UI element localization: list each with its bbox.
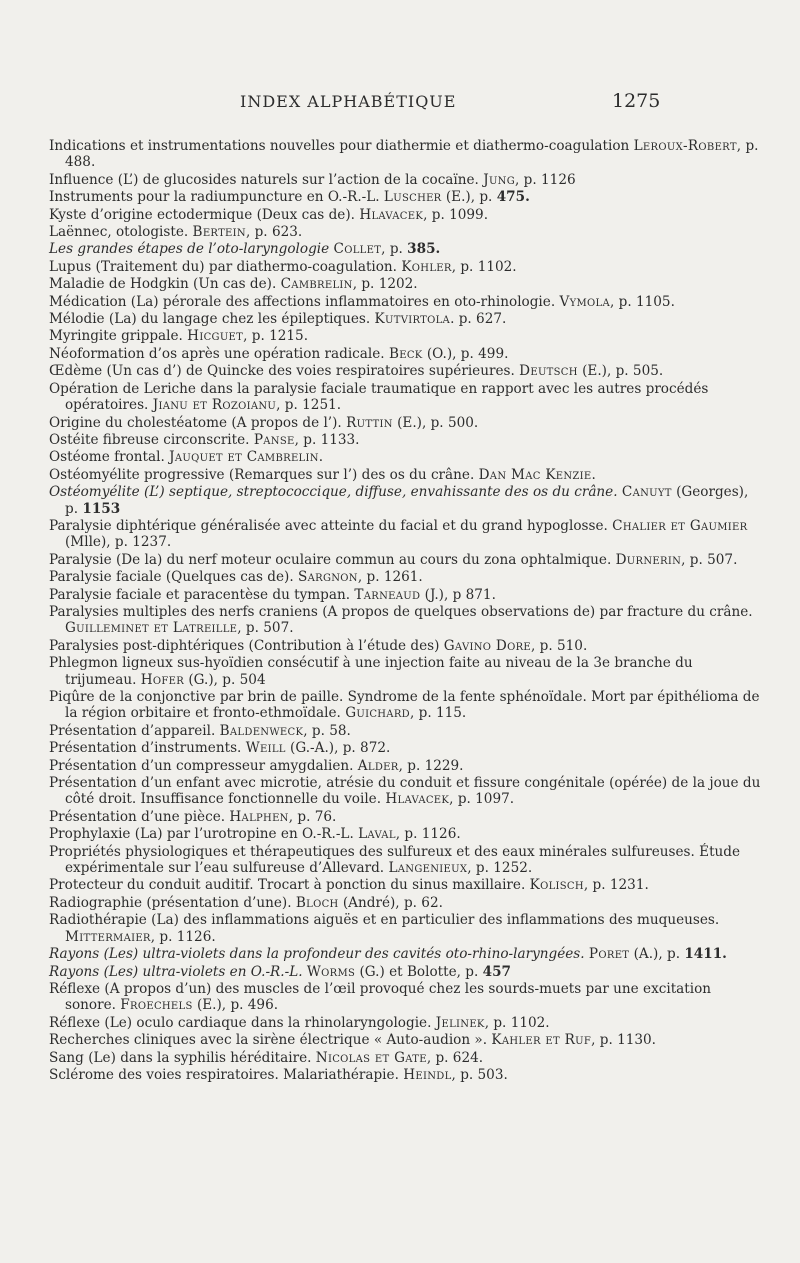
entry-author: Froechels: [120, 997, 193, 1014]
entry-page-bold: 1153: [82, 500, 121, 517]
entry-title: Protecteur du conduit auditif. Trocart à ponction du sinus maxillaire.: [49, 877, 530, 894]
entry-author: Guilleminet et Latreille: [65, 620, 238, 637]
entry-reference: , p. 1126.: [395, 826, 461, 843]
index-entry: [49, 723, 761, 739]
entry-reference: , p. 1215.: [243, 328, 309, 345]
entry-author: Laval: [358, 826, 396, 843]
entry-author: Weill: [245, 740, 286, 757]
entry-reference: , p. 1105.: [610, 293, 675, 310]
entry-author: Jelinek: [435, 1014, 485, 1031]
entry-reference: , p. 623.: [245, 224, 303, 241]
entry-reference: .: [591, 466, 596, 483]
entry-reference: .: [318, 449, 324, 466]
index-entry: [49, 276, 761, 292]
entry-reference: , p. 1102.: [484, 1014, 550, 1031]
entry-reference: , p. 507.: [681, 551, 738, 568]
index-entry: [49, 689, 761, 722]
entry-title: Réflexe (A propos d’un) des muscles de l’œil provoqué chez les sourds-muets par une excitation sonore.: [49, 980, 712, 1014]
entry-title: Ostéome frontal.: [49, 449, 170, 466]
entry-reference: , p. 1251.: [276, 397, 342, 414]
entry-title: Indications et instrumentations nouvelles pour diathermie et diathermo-coagulation: [49, 138, 634, 154]
entry-author: Luscher: [383, 189, 442, 206]
entry-title: Ostéomyélite progressive (Remarques sur l’) des os du crâne.: [49, 466, 479, 483]
entry-author: Sargnon: [297, 569, 358, 586]
index-entry: [49, 569, 761, 585]
entry-title: Influence (L’) de glucosides naturels sur l’action de la cocaïne.: [49, 171, 484, 188]
entry-title: Paralysies post-diphtériques (Contribution à l’étude des): [49, 637, 444, 654]
index-entry: [49, 1050, 761, 1066]
entry-author: Kutvirtola: [374, 311, 451, 328]
entry-reference: , p. 503.: [451, 1066, 508, 1083]
entry-reference: , p. 1261.: [357, 569, 423, 586]
entry-title: Mélodie (La) du langage chez les épileptiques.: [49, 311, 375, 328]
entry-author: Dan Mac Kenzie: [478, 466, 592, 483]
index-entry: [49, 638, 761, 654]
entry-title: Piqûre de la conjonctive par brin de paille. Syndrome de la fente sphénoïdale. Mort par épithélioma de la région orbitaire et fronto-ethmoïdale.: [49, 689, 760, 722]
entry-title: Œdème (Un cas d’) de Quincke des voies respiratoires supérieures.: [49, 363, 520, 380]
entry-author: Halphen: [229, 808, 289, 825]
index-entry: [49, 172, 761, 188]
entry-reference: , p. 1097.: [449, 791, 515, 808]
entry-title: Ostéomyélite (L’) septique, streptococcique, diffuse, envahissante des os du crâne.: [49, 484, 622, 501]
entry-author: Cambrelin: [280, 276, 353, 293]
entry-reference: , p. 507.: [237, 620, 294, 637]
entry-author: Tarneaud: [354, 586, 421, 603]
entry-author: Heindl: [403, 1066, 452, 1083]
entry-author: Canuyt: [621, 484, 672, 501]
entry-author: Jung: [483, 171, 516, 188]
index-entry: [49, 809, 761, 825]
index-entry: [49, 775, 761, 808]
entry-title: Présentation d’un compresseur amygdalien.: [49, 757, 358, 774]
entry-page-bold: 385.: [407, 241, 441, 258]
index-entry: [49, 826, 761, 842]
entry-reference: , p. 624.: [426, 1049, 484, 1066]
index-entry: [49, 363, 761, 379]
entry-reference: , p. 1252.: [467, 860, 533, 877]
entry-reference: , p. 115.: [409, 705, 467, 722]
entry-title: Paralysie (De la) du nerf moteur oculaire commun au cours du zona ophtalmique.: [49, 551, 616, 568]
entry-reference: (G.) et Bolotte, p.: [355, 963, 483, 980]
entry-title: Myringite grippale.: [49, 328, 188, 345]
entry-reference: , p. 1229.: [398, 757, 464, 774]
index-entry: [49, 740, 761, 756]
entry-author: Ruttin: [346, 414, 393, 431]
index-entry: [49, 346, 761, 362]
entry-reference: (A.), p.: [629, 946, 685, 963]
entry-page-bold: 457: [482, 963, 511, 980]
index-entry: [49, 655, 761, 688]
index-entry: [49, 328, 761, 344]
entry-author: Poret: [588, 946, 630, 963]
entry-title: Les grandes étapes de l’oto-laryngologie: [49, 241, 334, 258]
index-entry: [49, 189, 761, 205]
entry-title: Médication (La) pérorale des affections inflammatoires en oto-rhinologie.: [49, 293, 560, 310]
entry-title: Phlegmon ligneux sus-hyoïdien consécutif à une injection faite au niveau de la 3e branche du trijumeau.: [49, 655, 693, 688]
entry-page-bold: 1411.: [684, 946, 727, 963]
index-entry: [49, 552, 761, 568]
entry-author: Vymola: [559, 293, 610, 310]
entry-reference: , p.: [381, 241, 408, 258]
entry-author: Gavino Dore: [443, 637, 532, 654]
index-entry: [49, 1015, 761, 1031]
entry-reference: , p. 1231.: [583, 877, 649, 894]
index-entry: [49, 259, 761, 275]
index-entry: [49, 449, 761, 465]
entry-reference: . p. 627.: [450, 311, 507, 328]
entry-title: Radiothérapie (La) des inflammations aiguës et en particulier des inflammations des muqueuses.: [49, 912, 720, 929]
entry-reference: (G.-A.), p. 872.: [285, 740, 391, 757]
index-entry: [49, 381, 761, 414]
entry-author: Nicolas et Gate: [315, 1049, 427, 1066]
entry-reference: (E.), p. 505.: [577, 363, 664, 380]
entry-title: Paralysies multiples des nerfs craniens (A propos de quelques observations de) par fracture du crâne.: [49, 603, 753, 620]
entry-author: Hofer: [140, 671, 185, 688]
entry-reference: (E.), p.: [441, 189, 497, 206]
entry-reference: (Georges), p.: [65, 484, 749, 517]
entry-author: Mittermaier: [65, 928, 151, 945]
index-entry: [49, 964, 761, 980]
index-entry: [49, 1032, 761, 1048]
entry-author: Jauquet et Cambrelin: [169, 449, 319, 466]
entry-title: Rayons (Les) ultra-violets en O.-R.-L.: [49, 963, 307, 980]
index-entry: [49, 241, 761, 257]
entry-author: Guichard: [345, 705, 410, 722]
index-entry: [49, 415, 761, 431]
entry-author: Kolisch: [529, 877, 584, 894]
index-entry: [49, 311, 761, 327]
entry-author: Collet: [333, 241, 382, 258]
entry-reference: , p. 510.: [531, 637, 588, 654]
entry-title: Maladie de Hodgkin (Un cas de).: [49, 276, 281, 293]
index-entry: [49, 912, 761, 945]
entry-title: Lupus (Traitement du) par diathermo-coagulation.: [49, 258, 402, 275]
entry-reference: , p. 1126.: [150, 928, 216, 945]
entry-title: Laënnec, otologiste.: [49, 224, 193, 241]
index-entry: [49, 604, 761, 637]
entry-author: Deutsch: [519, 363, 578, 380]
entry-reference: (G.), p. 504: [184, 671, 266, 688]
entry-title: Sang (Le) dans la syphilis héréditaire.: [49, 1049, 316, 1066]
index-entry: [49, 467, 761, 483]
index-entry: [49, 844, 761, 877]
index-entry: [49, 1067, 761, 1083]
entry-title: Paralysie faciale et paracentèse du tympan.: [49, 586, 355, 603]
index-entry: [49, 518, 761, 551]
entry-title: Présentation d’appareil.: [49, 722, 220, 739]
entry-reference: , p. 1102.: [451, 258, 517, 275]
entry-reference: , p. 1133.: [294, 431, 360, 448]
index-entry: [49, 895, 761, 911]
entry-title: Propriétés physiologiques et thérapeutiques des sulfureux et des eaux minérales sulfureuses. Étude expérimentale sur l’eau sulfureuse d’Allevard.: [49, 843, 741, 877]
entry-author: Langenieux: [388, 860, 468, 877]
index-entry: [49, 587, 761, 603]
entry-author: Alder: [357, 757, 399, 774]
entry-reference: (Mlle), p. 1237.: [65, 534, 172, 551]
entry-title: Rayons (Les) ultra-violets dans la profondeur des cavités oto-rhino-laryngées.: [49, 946, 589, 963]
index-entry: [49, 224, 761, 240]
entry-author: Beck: [388, 345, 423, 362]
running-head: INDEX ALPHABÉTIQUE: [240, 92, 457, 111]
entry-page-bold: 475.: [496, 189, 530, 206]
index-entry: [49, 484, 761, 517]
entry-reference: , p. 1099.: [423, 206, 489, 223]
entry-author: Baldenweck: [219, 722, 304, 739]
entry-title: Présentation d’une pièce.: [49, 808, 230, 825]
index-entries: [49, 138, 761, 1084]
entry-title: Présentation d’instruments.: [49, 740, 246, 757]
entry-reference: (E.), p. 496.: [192, 997, 279, 1014]
entry-reference: (André), p. 62.: [338, 894, 443, 911]
index-entry: [49, 432, 761, 448]
entry-author: Worms: [306, 963, 356, 980]
index-entry: [49, 758, 761, 774]
entry-reference: (O.), p. 499.: [422, 345, 509, 362]
entry-title: Kyste d’origine ectodermique (Deux cas de).: [49, 206, 360, 223]
entry-title: Présentation d’un enfant avec microtie, atrésie du conduit et fissure congénitale (opérée) de la joue du côté droit. Insuffisance fonctionnelle du voile.: [49, 775, 761, 808]
entry-reference: , p. 488.: [65, 138, 759, 171]
entry-author: Jianu et Rozoianu: [152, 397, 277, 414]
entry-title: Recherches cliniques avec la sirène électrique « Auto-audion ».: [49, 1032, 492, 1049]
entry-title: Origine du cholestéatome (A propos de l’).: [49, 414, 347, 431]
entry-author: Hlavacek: [385, 791, 450, 808]
entry-author: Panse: [253, 431, 295, 448]
entry-author: Leroux-Robert: [633, 138, 737, 154]
entry-author: Kahler et Ruf: [491, 1032, 592, 1049]
index-entry: [49, 877, 761, 893]
entry-author: Hlavacek: [359, 206, 424, 223]
entry-reference: , p. 1130.: [591, 1032, 656, 1049]
entry-title: Opération de Leriche dans la paralysie faciale traumatique en rapport avec les autres procédés opératoires.: [49, 380, 709, 414]
entry-reference: (E.), p. 500.: [392, 414, 479, 431]
entry-title: Paralysie diphtérique généralisée avec atteinte du facial et du grand hypoglosse.: [49, 517, 613, 534]
entry-reference: , p. 58.: [303, 722, 351, 739]
entry-title: Sclérome des voies respiratoires. Malariathérapie.: [49, 1066, 404, 1083]
entry-title: Ostéite fibreuse circonscrite.: [49, 431, 254, 448]
page-number: 1275: [612, 90, 661, 112]
index-entry: [49, 946, 761, 962]
entry-title: Prophylaxie (La) par l’urotropine en O.-R.-L.: [49, 826, 359, 843]
entry-title: Paralysie faciale (Quelques cas de).: [49, 569, 298, 586]
entry-title: Néoformation d’os après une opération radicale.: [49, 345, 389, 362]
entry-title: Radiographie (présentation d’une).: [49, 894, 296, 911]
entry-author: Kohler: [401, 258, 452, 275]
entry-author: Chalier et Gaumier: [612, 517, 748, 534]
entry-reference: , p. 76.: [288, 808, 337, 825]
index-entry: [49, 294, 761, 310]
index-entry: [49, 138, 761, 171]
index-entry: [49, 207, 761, 223]
entry-author: Durnerin: [615, 551, 682, 568]
index-entry: [49, 981, 761, 1014]
entry-reference: , p. 1126: [515, 171, 576, 188]
entry-title: Réflexe (Le) oculo cardiaque dans la rhinolaryngologie.: [49, 1014, 436, 1031]
entry-author: Bertein: [192, 224, 246, 241]
entry-title: Instruments pour la radiumpuncture en O.-R.-L.: [49, 189, 384, 206]
entry-author: Bloch: [295, 894, 339, 911]
entry-reference: (J.), p 871.: [420, 586, 496, 603]
entry-reference: , p. 1202.: [352, 276, 418, 293]
entry-author: Hicguet: [187, 328, 244, 345]
